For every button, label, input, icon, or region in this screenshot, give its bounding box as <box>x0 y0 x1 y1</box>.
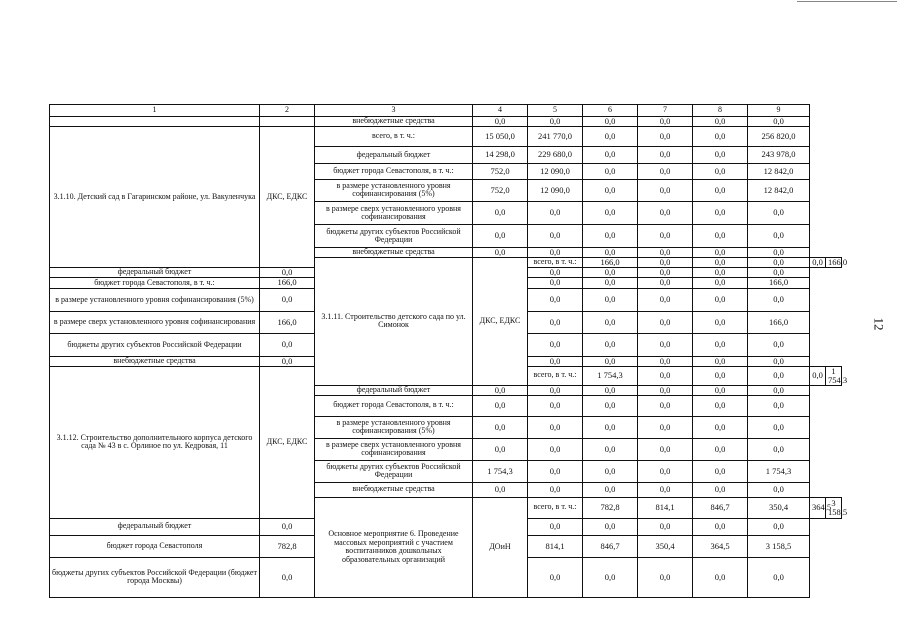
value-cell: 0,0 <box>693 333 748 356</box>
value-cell: 243 978,0 <box>748 146 810 163</box>
value-cell: 0,0 <box>748 557 810 597</box>
value-cell: 0,0 <box>638 438 693 460</box>
source-cell: внебюджетные средства <box>315 247 473 257</box>
value-cell: 1 754,3 <box>748 460 810 482</box>
value-cell: 0,0 <box>638 179 693 201</box>
source-cell: в размере сверх установленного уровня софинансирования <box>50 311 260 333</box>
value-cell: 0,0 <box>583 416 638 438</box>
executor-cell: ДКС, ЕДКС <box>260 126 315 267</box>
value-cell: 0,0 <box>528 438 583 460</box>
value-cell: 166,0 <box>260 277 315 288</box>
value-cell: 0,0 <box>748 201 810 224</box>
value-cell: 0,0 <box>748 366 810 385</box>
value-cell: 0,0 <box>583 438 638 460</box>
value-cell: 1 754,3 <box>583 366 638 385</box>
value-cell: 0,0 <box>693 267 748 277</box>
source-cell: в размере установленного уровня софинансирования (5%) <box>315 416 473 438</box>
value-cell: 166,0 <box>748 311 810 333</box>
value-cell: 0,0 <box>473 395 528 416</box>
value-cell: 12 090,0 <box>528 179 583 201</box>
value-cell: 0,0 <box>748 385 810 395</box>
value-cell: 0,0 <box>638 366 693 385</box>
value-cell: 0,0 <box>693 224 748 247</box>
value-cell: 0,0 <box>693 460 748 482</box>
value-cell: 229 680,0 <box>528 146 583 163</box>
value-cell: 0,0 <box>638 288 693 311</box>
value-cell: 0,0 <box>528 277 583 288</box>
value-cell: 0,0 <box>748 257 810 267</box>
value-cell: 0,0 <box>748 438 810 460</box>
value-cell: 0,0 <box>748 117 810 127</box>
value-cell: 0,0 <box>748 482 810 497</box>
source-cell: всего, в т. ч.: <box>528 366 583 385</box>
value-cell: 0,0 <box>638 247 693 257</box>
value-cell: 0,0 <box>583 557 638 597</box>
value-cell: 364,5 <box>693 535 748 557</box>
value-cell: 256 820,0 <box>748 126 810 146</box>
value-cell: 0,0 <box>638 117 693 127</box>
value-cell: 0,0 <box>583 267 638 277</box>
value-cell: 0,0 <box>638 395 693 416</box>
value-cell: 0,0 <box>528 201 583 224</box>
value-cell: 0,0 <box>693 385 748 395</box>
source-cell: внебюджетные средства <box>315 482 473 497</box>
value-cell: 0,0 <box>583 460 638 482</box>
header-cell: 8 <box>693 105 748 117</box>
value-cell: 0,0 <box>583 277 638 288</box>
value-cell: 846,7 <box>583 535 638 557</box>
value-cell: 0,0 <box>693 395 748 416</box>
source-cell: внебюджетные средства <box>50 356 260 366</box>
header-cell: 9 <box>748 105 810 117</box>
source-cell: бюджет города Севастополя, в т. ч.: <box>50 277 260 288</box>
source-cell: в размере сверх установленного уровня софинансирования <box>315 438 473 460</box>
value-cell: 0,0 <box>583 117 638 127</box>
value-cell: 0,0 <box>473 247 528 257</box>
source-cell: в размере установленного уровня софинансирования (5%) <box>315 179 473 201</box>
value-cell: 0,0 <box>693 438 748 460</box>
value-cell: 0,0 <box>528 518 583 535</box>
value-cell: 0,0 <box>638 311 693 333</box>
value-cell: 0,0 <box>748 267 810 277</box>
top-rule <box>797 1 897 2</box>
value-cell: 0,0 <box>693 126 748 146</box>
value-cell: 0,0 <box>583 333 638 356</box>
value-cell: 0,0 <box>748 224 810 247</box>
value-cell: 846,7 <box>693 497 748 518</box>
source-cell: федеральный бюджет <box>50 518 260 535</box>
budget-table <box>49 104 848 598</box>
value-cell: 0,0 <box>810 257 826 267</box>
value-cell: 0,0 <box>810 366 826 385</box>
value-cell: 0,0 <box>260 356 315 366</box>
value-cell: 0,0 <box>748 333 810 356</box>
value-cell: 0,0 <box>528 288 583 311</box>
value-cell: 3 158,5 <box>748 535 810 557</box>
value-cell: 0,0 <box>473 416 528 438</box>
source-cell: бюджеты других субъектов Российской Федерации (бюджет города Москвы) <box>50 557 260 597</box>
value-cell: 0,0 <box>528 247 583 257</box>
value-cell: 0,0 <box>528 117 583 127</box>
header-cell: 7 <box>638 105 693 117</box>
value-cell: 0,0 <box>583 482 638 497</box>
value-cell: 0,0 <box>638 163 693 179</box>
value-cell: 0,0 <box>473 201 528 224</box>
value-cell: 0,0 <box>693 288 748 311</box>
value-cell: 350,4 <box>638 535 693 557</box>
value-cell: 0,0 <box>528 267 583 277</box>
value-cell: 1 754,3 <box>473 460 528 482</box>
measure-name-cell: 3.1.12. Строительство дополнительного корпуса детского сада № 43 в с. Орлиное по ул. Кедровая, 11 <box>50 366 260 518</box>
value-cell: 0,0 <box>693 257 748 267</box>
value-cell: 0,0 <box>693 247 748 257</box>
value-cell: 0,0 <box>693 163 748 179</box>
measure-name-cell: 3.1.11. Строительство детского сада по ул. Симонок <box>315 257 473 385</box>
value-cell: 0,0 <box>528 356 583 366</box>
measure-name-cell <box>50 117 260 127</box>
value-cell: 15 050,0 <box>473 126 528 146</box>
value-cell: 782,8 <box>260 535 315 557</box>
header-row <box>50 105 842 117</box>
value-cell: 752,0 <box>473 179 528 201</box>
value-cell: 166,0 <box>826 257 842 267</box>
value-cell: 0,0 <box>693 416 748 438</box>
value-cell: 0,0 <box>693 277 748 288</box>
executor-cell: ДОиН <box>473 497 528 597</box>
executor-cell: ДКС, ЕДКС <box>473 257 528 385</box>
value-cell: 0,0 <box>473 117 528 127</box>
value-cell: 12 090,0 <box>528 163 583 179</box>
source-cell: бюджет города Севастополя, в т. ч.: <box>315 395 473 416</box>
value-cell: 364,5 <box>810 497 826 518</box>
page-number: 12 <box>871 317 887 331</box>
value-cell: 0,0 <box>583 201 638 224</box>
value-cell: 0,0 <box>693 557 748 597</box>
source-cell: бюджет города Севастополя, в т. ч.: <box>315 163 473 179</box>
source-cell: в размере сверх установленного уровня софинансирования <box>315 201 473 224</box>
value-cell: 0,0 <box>528 224 583 247</box>
header-cell: 5 <box>528 105 583 117</box>
executor-cell <box>260 117 315 127</box>
source-cell: федеральный бюджет <box>50 267 260 277</box>
value-cell: 166,0 <box>583 257 638 267</box>
value-cell: 0,0 <box>260 333 315 356</box>
value-cell: 0,0 <box>748 416 810 438</box>
value-cell: 0,0 <box>638 356 693 366</box>
value-cell: 0,0 <box>693 366 748 385</box>
value-cell: 0,0 <box>693 356 748 366</box>
value-cell: 0,0 <box>638 460 693 482</box>
value-cell: 0,0 <box>583 163 638 179</box>
value-cell: 0,0 <box>693 518 748 535</box>
table-row <box>50 117 842 127</box>
measure-name-cell: 3.1.10. Детский сад в Гагаринском районе, ул. Вакуленчука <box>50 126 260 267</box>
value-cell: 0,0 <box>583 146 638 163</box>
value-cell: 0,0 <box>473 482 528 497</box>
value-cell: 0,0 <box>693 146 748 163</box>
value-cell: 0,0 <box>638 224 693 247</box>
value-cell: 350,4 <box>748 497 810 518</box>
value-cell: 0,0 <box>638 557 693 597</box>
value-cell: 752,0 <box>473 163 528 179</box>
value-cell: 0,0 <box>528 482 583 497</box>
source-cell: в размере установленного уровня софинансирования (5%) <box>50 288 260 311</box>
value-cell: 0,0 <box>260 518 315 535</box>
value-cell: 0,0 <box>473 385 528 395</box>
value-cell: 0,0 <box>528 333 583 356</box>
value-cell: 0,0 <box>583 247 638 257</box>
value-cell: 0,0 <box>260 267 315 277</box>
executor-cell: ДКС, ЕДКС <box>260 366 315 518</box>
value-cell: 0,0 <box>693 179 748 201</box>
source-cell: всего, в т. ч.: <box>315 126 473 146</box>
value-cell: 0,0 <box>583 311 638 333</box>
source-cell: федеральный бюджет <box>315 146 473 163</box>
value-cell: 782,8 <box>583 497 638 518</box>
value-cell: 0,0 <box>638 267 693 277</box>
header-cell: 1 <box>50 105 260 117</box>
table-row <box>50 126 842 146</box>
value-cell: 241 770,0 <box>528 126 583 146</box>
value-cell: 0,0 <box>528 311 583 333</box>
value-cell: 0,0 <box>583 179 638 201</box>
value-cell: 0,0 <box>583 224 638 247</box>
value-cell: 166,0 <box>260 311 315 333</box>
value-cell: 0,0 <box>638 518 693 535</box>
value-cell: 0,0 <box>528 385 583 395</box>
source-cell: всего, в т. ч.: <box>528 497 583 518</box>
value-cell: 814,1 <box>528 535 583 557</box>
source-cell: внебюджетные средства <box>315 117 473 127</box>
value-cell: 0,0 <box>528 395 583 416</box>
value-cell: 814,1 <box>638 497 693 518</box>
value-cell: 12 842,0 <box>748 163 810 179</box>
value-cell: 166,0 <box>748 277 810 288</box>
value-cell: 0,0 <box>748 395 810 416</box>
value-cell: 0,0 <box>748 356 810 366</box>
value-cell: 12 842,0 <box>748 179 810 201</box>
value-cell: 14 298,0 <box>473 146 528 163</box>
measure-name-cell: Основное мероприятие 6. Проведение массовых мероприятий с участием воспитанников дошкольных образовательных организаций <box>315 497 473 597</box>
source-cell: федеральный бюджет <box>315 385 473 395</box>
value-cell: 0,0 <box>748 247 810 257</box>
header-cell: 2 <box>260 105 315 117</box>
value-cell: 0,0 <box>693 201 748 224</box>
value-cell: 0,0 <box>638 201 693 224</box>
value-cell: 0,0 <box>583 518 638 535</box>
source-cell: всего, в т. ч.: <box>528 257 583 267</box>
value-cell: 0,0 <box>583 356 638 366</box>
header-cell: 4 <box>473 105 528 117</box>
table-body <box>50 116 848 598</box>
value-cell: 0,0 <box>583 385 638 395</box>
source-cell: бюджеты других субъектов Российской Федерации <box>50 333 260 356</box>
source-cell: бюджет города Севастополя <box>50 535 260 557</box>
value-cell: 0,0 <box>748 518 810 535</box>
value-cell: 0,0 <box>473 438 528 460</box>
value-cell: 1 754,3 <box>826 366 842 385</box>
value-cell: 0,0 <box>638 482 693 497</box>
value-cell: 0,0 <box>693 311 748 333</box>
value-cell: 0,0 <box>638 146 693 163</box>
value-cell: 0,0 <box>638 126 693 146</box>
value-cell: 0,0 <box>528 460 583 482</box>
header-cell: 3 <box>315 105 473 117</box>
value-cell: 0,0 <box>638 333 693 356</box>
value-cell: 0,0 <box>638 416 693 438</box>
value-cell: 0,0 <box>260 288 315 311</box>
value-cell: 0,0 <box>638 385 693 395</box>
value-cell: 0,0 <box>693 482 748 497</box>
source-cell: бюджеты других субъектов Российской Федерации <box>315 460 473 482</box>
value-cell: 0,0 <box>748 288 810 311</box>
value-cell: 0,0 <box>638 277 693 288</box>
value-cell: 0,0 <box>473 224 528 247</box>
value-cell: 0,0 <box>583 288 638 311</box>
value-cell: 0,0 <box>528 416 583 438</box>
value-cell: 0,0 <box>528 557 583 597</box>
value-cell: 0,0 <box>693 117 748 127</box>
value-cell: 0,0 <box>583 395 638 416</box>
source-cell: бюджеты других субъектов Российской Федерации <box>315 224 473 247</box>
value-cell: 0,0 <box>638 257 693 267</box>
value-cell: 0,0 <box>260 557 315 597</box>
value-cell: 0,0 <box>583 126 638 146</box>
value-cell: 3 158,5 <box>826 497 842 518</box>
header-cell: 6 <box>583 105 638 117</box>
